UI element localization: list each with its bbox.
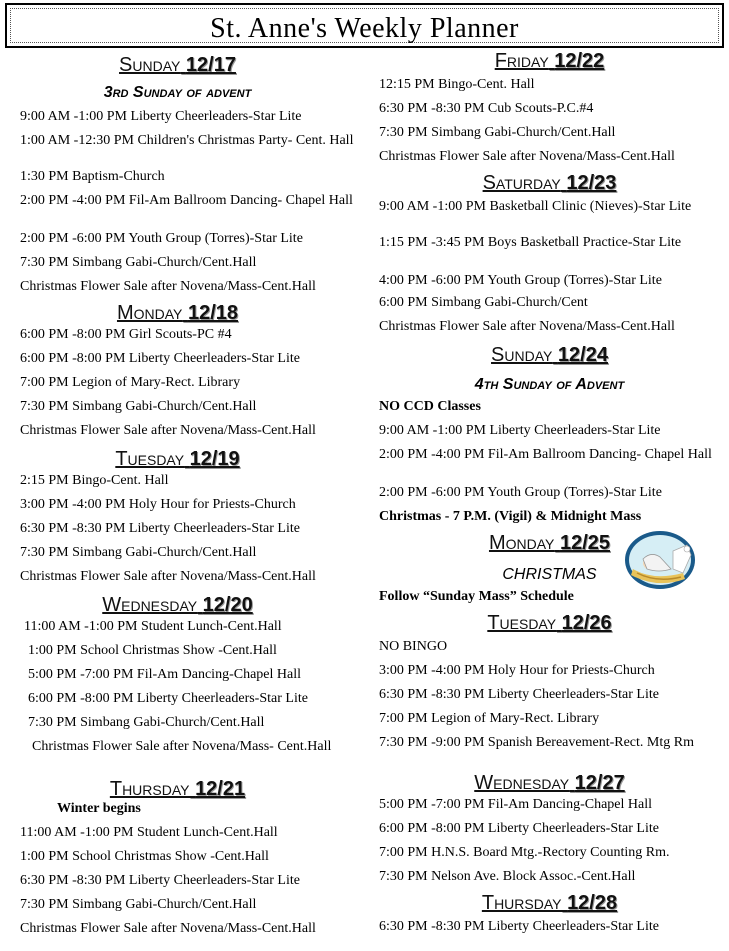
event-item: 1:15 PM -3:45 PM Boys Basketball Practice-Star Lite xyxy=(379,235,682,250)
day-subtitle: 3rd Sunday of advent xyxy=(103,84,252,101)
event-item: 7:30 PM -9:00 PM Spanish Bereavement-Rect. Mtg Rm xyxy=(379,735,694,750)
event-item: 6:30 PM -8:30 PM Liberty Cheerleaders-Star Lite xyxy=(20,873,300,888)
event-item: 7:30 PM Simbang Gabi-Church/Cent.Hall xyxy=(28,715,265,730)
day-subtitle: 4th Sunday of Advent xyxy=(474,376,625,393)
event-item: 1:00 PM School Christmas Show -Cent.Hall xyxy=(28,643,277,658)
event-item: 6:30 PM -8:30 PM Liberty Cheerleaders-Star Lite xyxy=(379,687,659,702)
day-name: Tuesday xyxy=(115,448,185,470)
day-date: 12/24 xyxy=(557,344,608,366)
event-item: Christmas Flower Sale after Novena/Mass-Cent.Hall xyxy=(379,319,675,334)
event-item: 3:00 PM -4:00 PM Holy Hour for Priests-Church xyxy=(20,497,296,512)
event-item: NO BINGO xyxy=(379,639,448,654)
event-item: 7:30 PM Simbang Gabi-Church/Cent.Hall xyxy=(20,255,257,270)
event-item: Christmas Flower Sale after Novena/Mass- Cent.Hall xyxy=(32,739,332,754)
event-item: 6:30 PM -8:30 PM Liberty Cheerleaders-Star Lite xyxy=(379,919,659,934)
day-name: Wednesday xyxy=(474,772,570,794)
event-item: 11:00 AM -1:00 PM Student Lunch-Cent.Hall xyxy=(24,619,282,634)
event-item: 7:30 PM Simbang Gabi-Church/Cent.Hall xyxy=(20,399,257,414)
event-item: 6:00 PM -8:00 PM Girl Scouts-PC #4 xyxy=(20,327,232,342)
day-heading xyxy=(372,892,727,915)
day-heading xyxy=(372,612,727,635)
event-item: 7:00 PM Legion of Mary-Rect. Library xyxy=(379,711,600,726)
event-item: 6:00 PM -8:00 PM Liberty Cheerleaders-Star Lite xyxy=(20,351,300,366)
day-name: Monday xyxy=(488,532,555,554)
event-item: 7:00 PM H.N.S. Board Mtg.-Rectory Counting Rm. xyxy=(379,845,670,860)
event-item: Christmas Flower Sale after Novena/Mass-Cent.Hall xyxy=(20,423,316,438)
event-item: 9:00 AM -1:00 PM Liberty Cheerleaders-Star Lite xyxy=(20,109,302,124)
event-item: 5:00 PM -7:00 PM Fil-Am Dancing-Chapel Hall xyxy=(379,797,652,812)
event-item: 7:00 PM Legion of Mary-Rect. Library xyxy=(20,375,241,390)
day-date: 12/18 xyxy=(187,302,239,324)
event-item: Christmas Flower Sale after Novena/Mass-Cent.Hall xyxy=(20,921,316,936)
page-title: St. Anne's Weekly Planner xyxy=(210,13,519,44)
event-item: 2:00 PM -4:00 PM Fil-Am Ballroom Dancing- Chapel Hall xyxy=(20,193,353,208)
event-item: 6:30 PM -8:30 PM Liberty Cheerleaders-Star Lite xyxy=(20,521,300,536)
day-name: Thursday xyxy=(109,778,190,800)
day-name: Sunday xyxy=(119,54,181,76)
day-subtitle: CHRISTMAS xyxy=(502,566,597,583)
event-item: 2:00 PM -6:00 PM Youth Group (Torres)-Star Lite xyxy=(20,231,303,246)
event-item: 7:30 PM Simbang Gabi-Church/Cent.Hall xyxy=(20,897,257,912)
event-item: 7:30 PM Nelson Ave. Block Assoc.-Cent.Hall xyxy=(379,869,636,884)
day-name: Sunday xyxy=(491,344,553,366)
day-name: Monday xyxy=(116,302,183,324)
day-date: 12/23 xyxy=(566,172,617,194)
day-heading xyxy=(0,54,355,77)
event-item: 5:00 PM -7:00 PM Fil-Am Dancing-Chapel Hall xyxy=(28,667,301,682)
day-date: 12/22 xyxy=(554,50,605,72)
day-heading xyxy=(372,50,727,73)
day-name: Tuesday xyxy=(487,612,557,634)
event-item: 3:00 PM -4:00 PM Holy Hour for Priests-Church xyxy=(379,663,655,678)
nativity-icon xyxy=(623,529,701,591)
day-date: 12/25 xyxy=(559,532,611,554)
event-item: 1:30 PM Baptism-Church xyxy=(20,169,165,184)
day-date: 12/27 xyxy=(574,772,625,794)
day-date: 12/26 xyxy=(561,612,612,634)
event-item: Christmas Flower Sale after Novena/Mass-Cent.Hall xyxy=(379,149,675,164)
event-item: 1:00 PM School Christmas Show -Cent.Hall xyxy=(20,849,269,864)
day-heading xyxy=(0,302,355,325)
event-item: NO CCD Classes xyxy=(379,399,481,414)
event-item: 2:00 PM -4:00 PM Fil-Am Ballroom Dancing- Chapel Hall xyxy=(379,447,712,462)
event-item: Christmas Flower Sale after Novena/Mass-Cent.Hall xyxy=(20,279,316,294)
event-item: 7:30 PM Simbang Gabi-Church/Cent.Hall xyxy=(379,125,616,140)
day-heading xyxy=(0,778,355,801)
event-item: 2:15 PM Bingo-Cent. Hall xyxy=(20,473,169,488)
day-date: 12/28 xyxy=(567,892,618,914)
event-item: 6:00 PM Simbang Gabi-Church/Cent xyxy=(379,295,588,310)
event-item: 6:30 PM -8:30 PM Cub Scouts-P.C.#4 xyxy=(379,101,594,116)
event-item: Winter begins xyxy=(57,801,141,816)
day-date: 12/19 xyxy=(189,448,240,470)
day-name: Thursday xyxy=(481,892,562,914)
day-name: Saturday xyxy=(482,172,561,194)
day-heading xyxy=(372,772,727,795)
event-item: 1:00 AM -12:30 PM Children's Christmas Party- Cent. Hall xyxy=(20,133,354,148)
event-item: 11:00 AM -1:00 PM Student Lunch-Cent.Hall xyxy=(20,825,278,840)
day-date: 12/17 xyxy=(185,54,236,76)
event-item: 7:30 PM Simbang Gabi-Church/Cent.Hall xyxy=(20,545,257,560)
day-name: Wednesday xyxy=(102,594,198,616)
event-item: 12:15 PM Bingo-Cent. Hall xyxy=(379,77,535,92)
day-date: 12/20 xyxy=(202,594,253,616)
day-heading xyxy=(372,172,727,195)
event-item: 6:00 PM -8:00 PM Liberty Cheerleaders-Star Lite xyxy=(379,821,659,836)
day-heading xyxy=(372,344,727,367)
event-item: Follow “Sunday Mass” Schedule xyxy=(379,589,574,604)
event-item: Christmas Flower Sale after Novena/Mass-Cent.Hall xyxy=(20,569,316,584)
event-item: 6:00 PM -8:00 PM Liberty Cheerleaders-Star Lite xyxy=(28,691,308,706)
event-item: Christmas - 7 P.M. (Vigil) & Midnight Mass xyxy=(379,509,642,524)
day-heading xyxy=(0,448,355,471)
day-name: Friday xyxy=(494,50,549,72)
title-banner xyxy=(5,3,724,48)
event-item: 4:00 PM -6:00 PM Youth Group (Torres)-Star Lite xyxy=(379,273,662,288)
day-heading xyxy=(0,594,355,617)
day-date: 12/21 xyxy=(195,778,246,800)
event-item: 2:00 PM -6:00 PM Youth Group (Torres)-Star Lite xyxy=(379,485,662,500)
event-item: 9:00 AM -1:00 PM Basketball Clinic (Nieves)-Star Lite xyxy=(379,199,692,214)
event-item: 9:00 AM -1:00 PM Liberty Cheerleaders-Star Lite xyxy=(379,423,661,438)
